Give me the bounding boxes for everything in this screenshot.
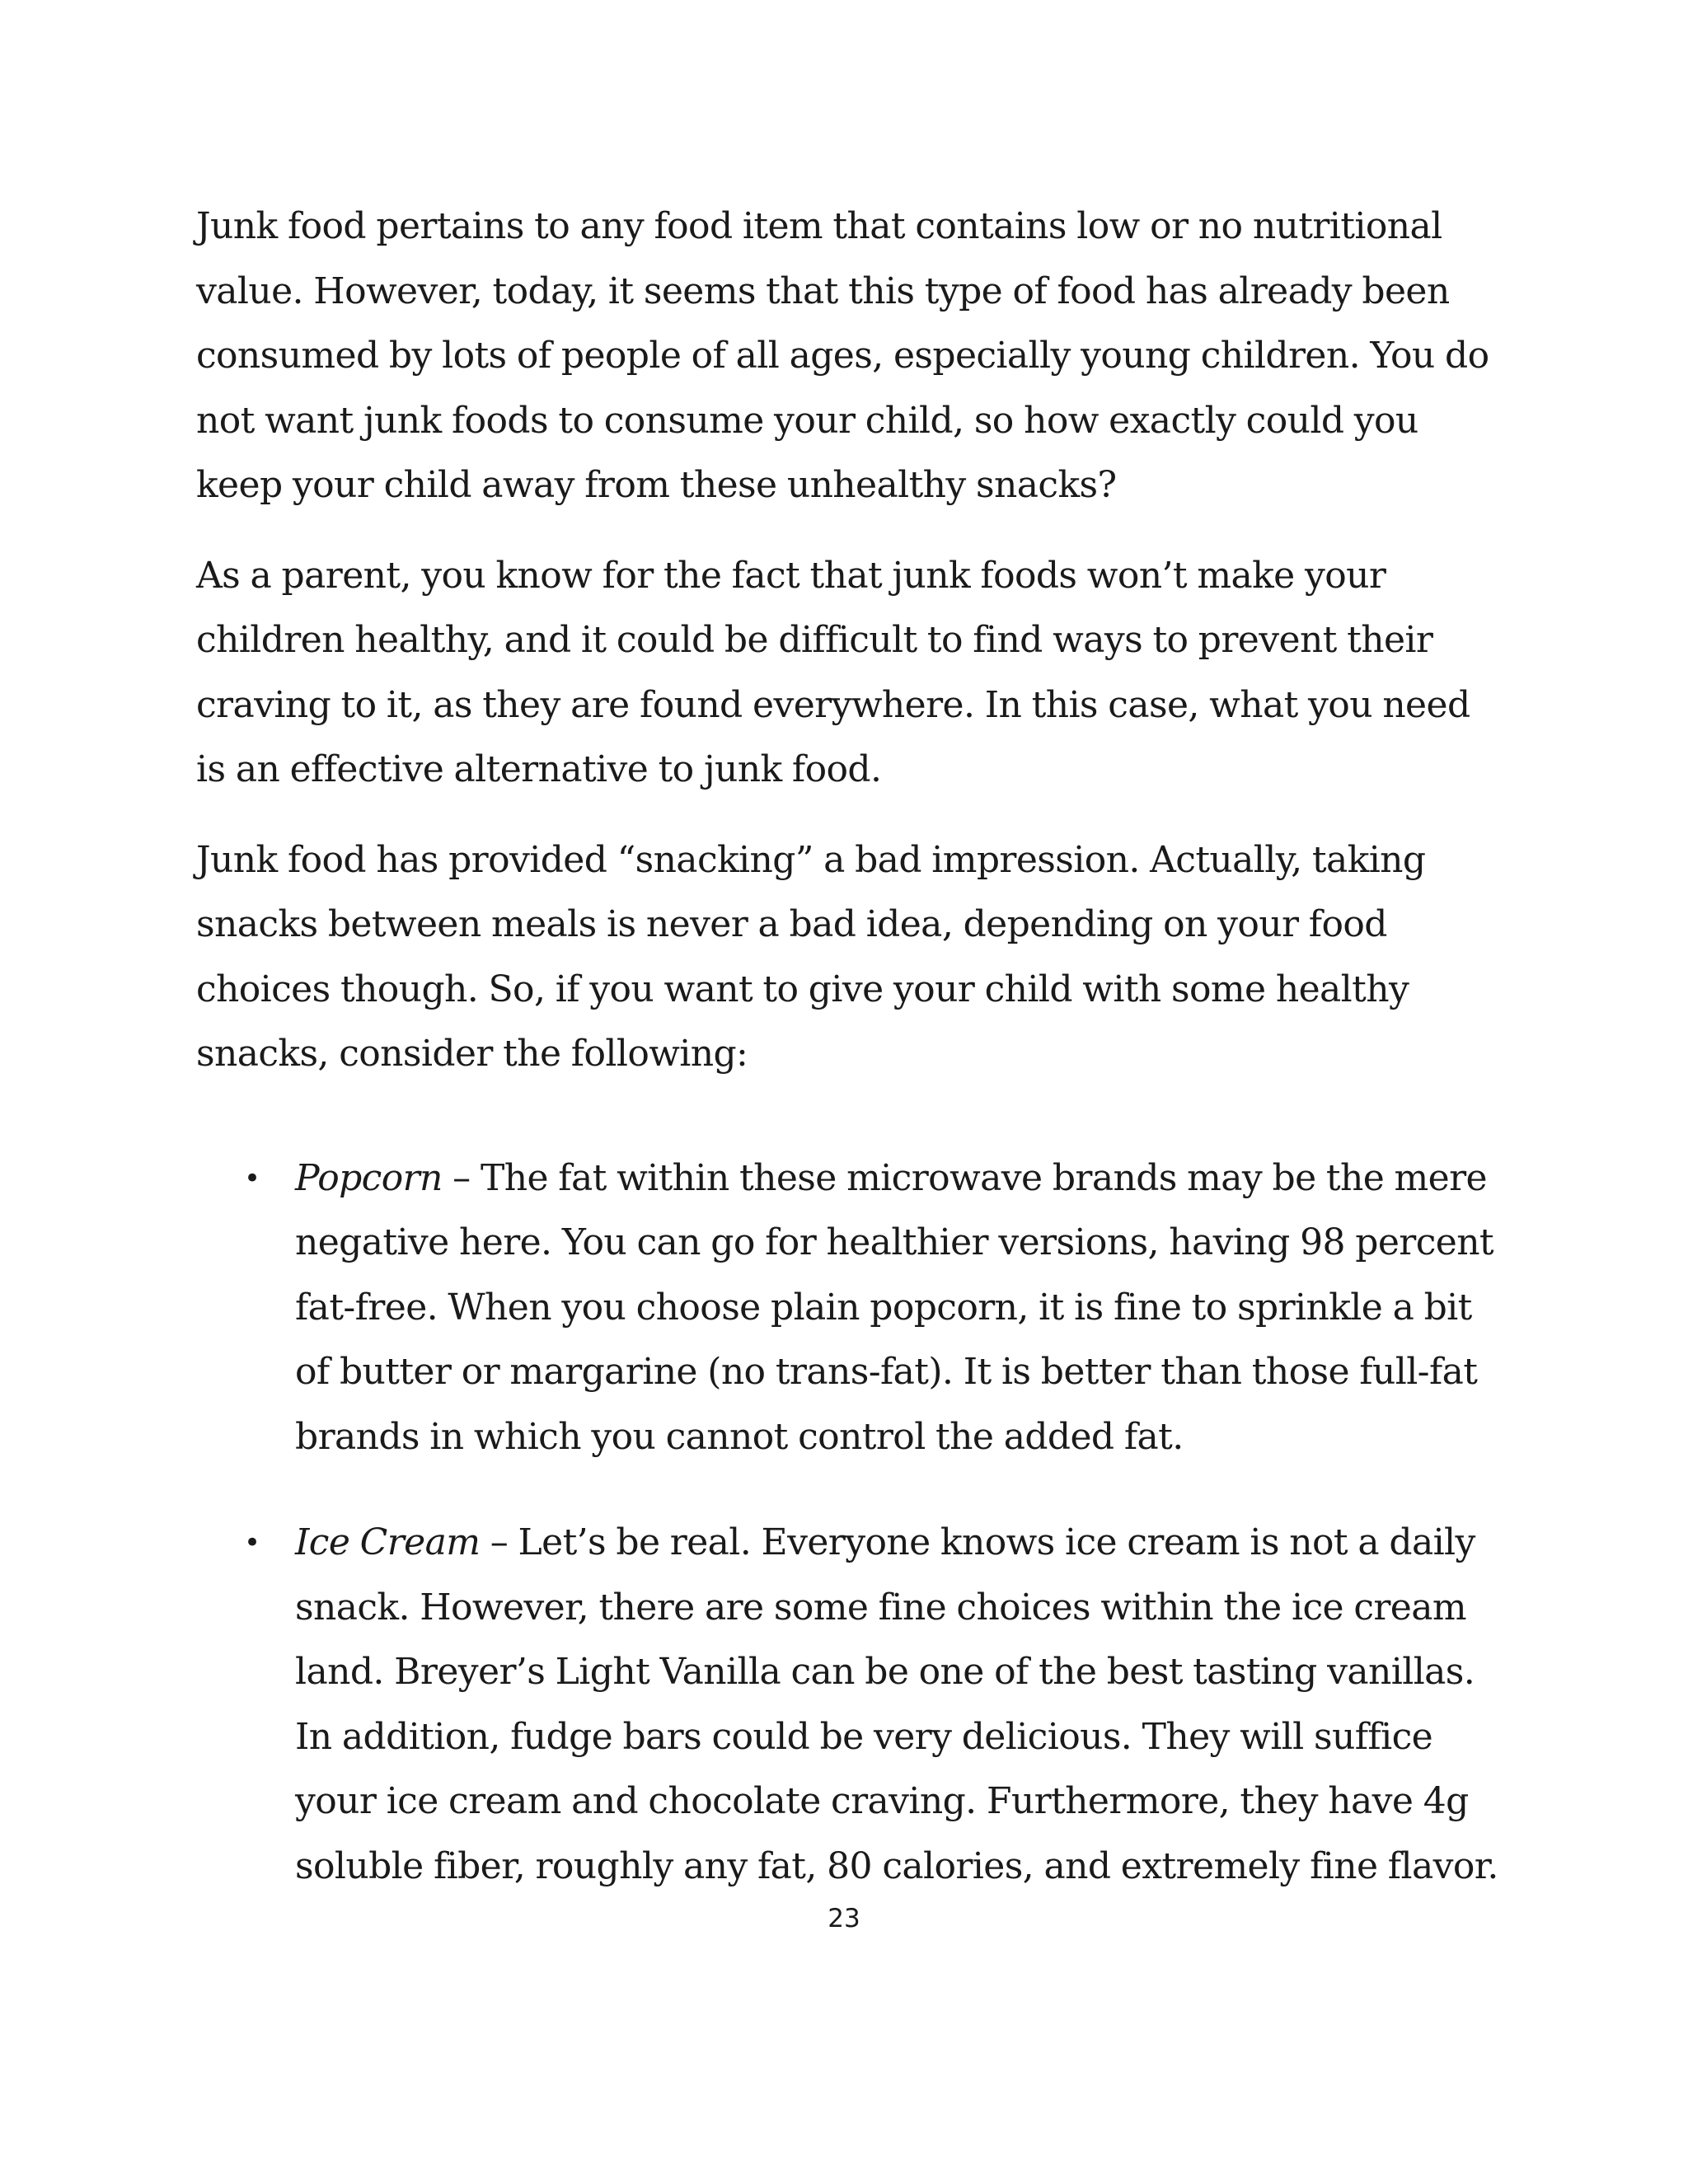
snack-list: [196, 1146, 1498, 1900]
bullet-term-popcorn: Popcorn: [295, 1156, 443, 1199]
list-item-popcorn: [196, 1146, 1498, 1470]
bullet-dot-icon: •: [244, 1526, 260, 1559]
bullet-dot-icon: •: [244, 1161, 260, 1195]
paragraph-junk-food-definition: Junk food pertains to any food item that contains low or no nutritional value. However, today, it seems that this type of food has already been consumed by lots of people of all ages, especially young children. You do not want junk foods to consume your child, so how exactly could you keep your child away from these unhealthy snacks?: [196, 205, 1489, 506]
paragraph-snacking: Junk food has provided “snacking” a bad impression. Actually, taking snacks between meals is never a bad idea, depending on your food choices though. So, if you want to give your child with some healthy snacks, consider the following:: [196, 838, 1426, 1075]
paragraph-parent-alternative: As a parent, you know for the fact that junk foods won’t make your children healthy, and it could be difficult to find ways to prevent their craving to it, as they are found everywhere. In this case, what you need is an effective alternative to junk food.: [196, 554, 1470, 790]
list-item-ice-cream: [196, 1511, 1498, 1899]
bullet-text-popcorn: – The fat within these microwave brands may be the mere negative here. You can go for healthier versions, having 98 percent fat-free. When you choose plain popcorn, it is fine to sprinkle a bit of butter or margarine (no trans-fat). It is better than those full-fat brands in which you cannot control the added fat.: [295, 1156, 1494, 1458]
bullet-text-ice-cream: – Let’s be real. Everyone knows ice cream is not a daily snack. However, there are some fine choices within the ice cream land. Breyer’s Light Vanilla can be one of the best tasting vanillas. In addition, fudge bars could be very delicious. They will suffice your ice cream and chocolate craving. Furthermore, they have 4g soluble fiber, roughly any fat, 80 calories, and extremely fine flavor.: [295, 1521, 1498, 1887]
page-number: 23: [828, 1904, 860, 1933]
page-body: [196, 194, 1498, 1940]
bullet-term-ice-cream: Ice Cream: [295, 1521, 481, 1563]
